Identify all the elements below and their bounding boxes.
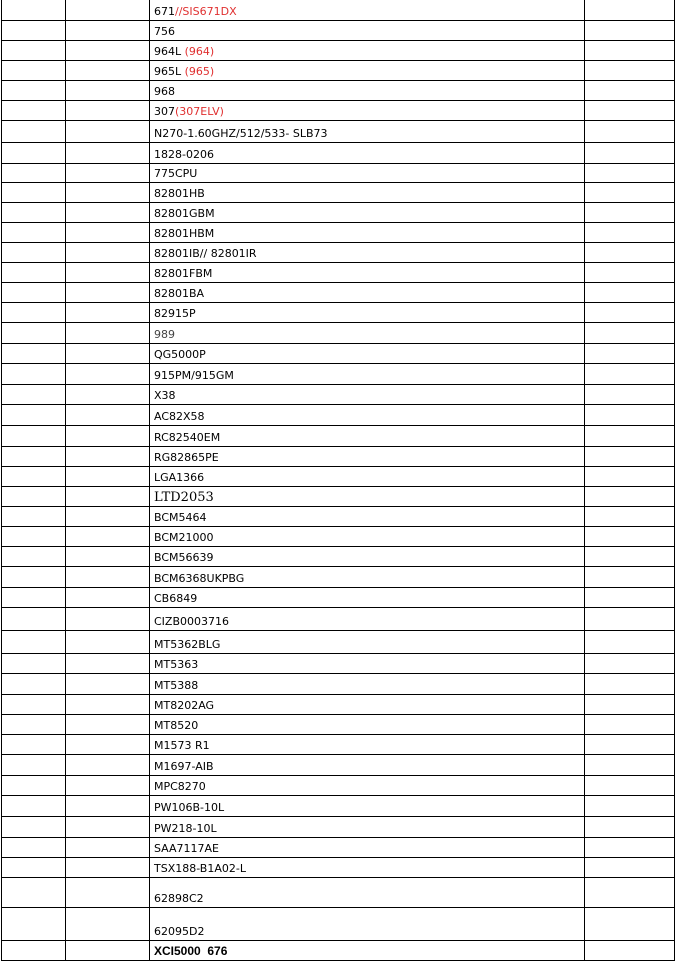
- table-row: [2, 142, 675, 163]
- table-cell-empty: [585, 587, 675, 607]
- table-cell-empty: [2, 653, 66, 673]
- table-cell-empty: [585, 384, 675, 404]
- table-row: [2, 222, 675, 242]
- table-cell-empty: [2, 142, 66, 163]
- table-cell-empty: [2, 0, 66, 20]
- table-cell-empty: [66, 40, 150, 60]
- table-cell-empty: [585, 506, 675, 526]
- table-cell-empty: [2, 907, 66, 940]
- part-number-cell: [150, 446, 585, 466]
- part-number-cell: [150, 877, 585, 907]
- table-cell-empty: [66, 80, 150, 100]
- table-cell-empty: [2, 363, 66, 384]
- table-row: [2, 566, 675, 587]
- table-row: [2, 754, 675, 775]
- part-number-cell: [150, 546, 585, 566]
- table-cell-empty: [2, 242, 66, 262]
- part-number: RG82865PE: [154, 450, 219, 464]
- table-cell-empty: [66, 526, 150, 546]
- table-cell-empty: [2, 222, 66, 242]
- table-row: [2, 242, 675, 262]
- table-cell-empty: [66, 322, 150, 343]
- table-cell-empty: [585, 907, 675, 940]
- table-cell-empty: [585, 940, 675, 960]
- part-number-cell: [150, 673, 585, 694]
- part-number-cell: [150, 363, 585, 384]
- table-cell-empty: [585, 446, 675, 466]
- table-row: [2, 816, 675, 837]
- part-number-cell: [150, 816, 585, 837]
- table-row: [2, 163, 675, 182]
- table-cell-empty: [585, 425, 675, 446]
- table-cell-empty: [66, 282, 150, 302]
- part-number: MT5362BLG: [154, 637, 221, 651]
- table-cell-empty: [66, 857, 150, 877]
- table-cell-empty: [66, 142, 150, 163]
- part-number-cell: [150, 466, 585, 486]
- table-cell-empty: [2, 546, 66, 566]
- table-cell-empty: [66, 404, 150, 425]
- part-number: 82801HB: [154, 186, 205, 200]
- table-row: [2, 384, 675, 404]
- part-alias: (964): [181, 44, 215, 58]
- table-cell-empty: [66, 60, 150, 80]
- part-number: M1573 R1: [154, 738, 210, 752]
- table-cell-empty: [66, 446, 150, 466]
- part-number-cell: [150, 222, 585, 242]
- part-number: 82801BA: [154, 286, 205, 300]
- table-row: [2, 653, 675, 673]
- table-row: [2, 202, 675, 222]
- table-cell-empty: [66, 907, 150, 940]
- part-number-cell: [150, 60, 585, 80]
- table-row: [2, 630, 675, 653]
- part-number: AC82X58: [154, 409, 205, 423]
- table-cell-empty: [2, 506, 66, 526]
- part-number: BCM56639: [154, 550, 214, 564]
- table-cell-empty: [2, 630, 66, 653]
- table-row: [2, 486, 675, 506]
- table-cell-empty: [585, 40, 675, 60]
- table-cell-empty: [66, 566, 150, 587]
- table-cell-empty: [66, 466, 150, 486]
- table-cell-empty: [2, 816, 66, 837]
- table-cell-empty: [2, 120, 66, 142]
- part-number-cell: [150, 322, 585, 343]
- table-cell-empty: [2, 466, 66, 486]
- part-number: 82801GBM: [154, 206, 215, 220]
- table-cell-empty: [585, 775, 675, 795]
- part-alias: (307ELV): [175, 104, 224, 118]
- part-number-cell: [150, 100, 585, 120]
- table-cell-empty: [2, 526, 66, 546]
- table-cell-empty: [66, 384, 150, 404]
- table-cell-empty: [2, 673, 66, 694]
- table-cell-empty: [585, 714, 675, 734]
- part-number-cell: [150, 302, 585, 322]
- table-cell-empty: [585, 734, 675, 754]
- part-number: MPC8270: [154, 779, 206, 793]
- part-number: SAA7117AE: [154, 841, 220, 855]
- table-cell-empty: [66, 795, 150, 816]
- part-number: BCM5464: [154, 510, 207, 524]
- part-number-cell: [150, 242, 585, 262]
- table-cell-empty: [585, 857, 675, 877]
- part-number-cell: [150, 0, 585, 20]
- table-cell-empty: [2, 486, 66, 506]
- part-number: MT5363: [154, 657, 199, 671]
- table-row: [2, 343, 675, 363]
- part-number: 307: [154, 104, 175, 118]
- part-alias: //SIS671DX: [175, 4, 237, 18]
- table-cell-empty: [66, 506, 150, 526]
- part-number: MT8520: [154, 718, 199, 732]
- part-number-cell: [150, 80, 585, 100]
- table-row: [2, 182, 675, 202]
- part-number-cell: [150, 526, 585, 546]
- part-number: CIZB0003716: [154, 614, 229, 628]
- table-cell-empty: [2, 182, 66, 202]
- table-cell-empty: [66, 816, 150, 837]
- table-cell-empty: [66, 714, 150, 734]
- table-cell-empty: [66, 734, 150, 754]
- part-number-cell: [150, 714, 585, 734]
- table-row: [2, 506, 675, 526]
- part-number: RC82540EM: [154, 430, 221, 444]
- table-cell-empty: [585, 526, 675, 546]
- table-cell-empty: [585, 60, 675, 80]
- table-row: [2, 322, 675, 343]
- table-cell-empty: [585, 302, 675, 322]
- table-cell-empty: [2, 940, 66, 960]
- table-cell-empty: [585, 795, 675, 816]
- part-number-cell: [150, 202, 585, 222]
- part-number-cell: [150, 486, 585, 506]
- part-number-cell: [150, 630, 585, 653]
- part-number: TSX188-B1A02-L: [154, 861, 246, 875]
- part-number: LTD2053: [154, 489, 214, 505]
- table-cell-empty: [66, 607, 150, 630]
- table-row: [2, 404, 675, 425]
- part-number: M1697-AIB: [154, 759, 214, 773]
- part-number-cell: [150, 694, 585, 714]
- table-row: [2, 714, 675, 734]
- table-cell-empty: [2, 80, 66, 100]
- table-cell-empty: [2, 775, 66, 795]
- part-number-cell: [150, 343, 585, 363]
- table-cell-empty: [66, 222, 150, 242]
- part-number-cell: [150, 857, 585, 877]
- table-cell-empty: [2, 60, 66, 80]
- part-number: XCI5000 676: [154, 943, 228, 958]
- part-number: 989: [154, 327, 175, 341]
- table-cell-empty: [585, 142, 675, 163]
- table-row: [2, 546, 675, 566]
- table-cell-empty: [585, 343, 675, 363]
- table-cell-empty: [585, 100, 675, 120]
- table-cell-empty: [66, 940, 150, 960]
- table-cell-empty: [66, 837, 150, 857]
- part-number: MT5388: [154, 678, 199, 692]
- table-cell-empty: [2, 714, 66, 734]
- table-cell-empty: [66, 754, 150, 775]
- part-number-cell: [150, 940, 585, 960]
- table-cell-empty: [2, 446, 66, 466]
- table-cell-empty: [66, 20, 150, 40]
- parts-table-body: [2, 0, 675, 960]
- part-alias: (965): [181, 64, 215, 78]
- part-number: 1828-0206: [154, 147, 214, 161]
- part-number: 968: [154, 84, 175, 98]
- part-number-cell: [150, 40, 585, 60]
- table-cell-empty: [66, 694, 150, 714]
- table-cell-empty: [2, 404, 66, 425]
- table-cell-empty: [585, 20, 675, 40]
- table-cell-empty: [2, 202, 66, 222]
- part-number-cell: [150, 775, 585, 795]
- part-number: 775CPU: [154, 166, 198, 180]
- part-number-cell: [150, 907, 585, 940]
- table-row: [2, 60, 675, 80]
- table-row: [2, 40, 675, 60]
- table-cell-empty: [2, 322, 66, 343]
- part-number: LGA1366: [154, 470, 205, 484]
- part-number: BCM6368UKPBG: [154, 571, 245, 585]
- part-number: 965L: [154, 64, 182, 78]
- part-number: QG5000P: [154, 347, 206, 361]
- table-row: [2, 857, 675, 877]
- table-row: [2, 775, 675, 795]
- table-cell-empty: [585, 607, 675, 630]
- part-number-cell: [150, 142, 585, 163]
- part-number-cell: [150, 653, 585, 673]
- table-cell-empty: [66, 100, 150, 120]
- table-cell-empty: [66, 630, 150, 653]
- table-cell-empty: [585, 816, 675, 837]
- part-number: CB6849: [154, 591, 198, 605]
- table-cell-empty: [585, 877, 675, 907]
- table-cell-empty: [585, 182, 675, 202]
- table-cell-empty: [2, 566, 66, 587]
- part-number: 964L: [154, 44, 182, 58]
- table-cell-empty: [66, 587, 150, 607]
- table-cell-empty: [585, 653, 675, 673]
- table-cell-empty: [66, 242, 150, 262]
- table-cell-empty: [66, 262, 150, 282]
- table-row: [2, 877, 675, 907]
- table-row: [2, 100, 675, 120]
- part-number-cell: [150, 837, 585, 857]
- table-cell-empty: [66, 877, 150, 907]
- table-cell-empty: [585, 566, 675, 587]
- table-cell-empty: [66, 653, 150, 673]
- part-number: X38: [154, 388, 176, 402]
- table-cell-empty: [585, 630, 675, 653]
- table-row: [2, 694, 675, 714]
- table-cell-empty: [585, 466, 675, 486]
- table-cell-empty: [66, 673, 150, 694]
- table-cell-empty: [585, 673, 675, 694]
- table-cell-empty: [585, 0, 675, 20]
- table-cell-empty: [2, 343, 66, 363]
- table-cell-empty: [2, 694, 66, 714]
- table-row: [2, 80, 675, 100]
- table-cell-empty: [66, 363, 150, 384]
- part-number-cell: [150, 566, 585, 587]
- table-cell-empty: [585, 322, 675, 343]
- part-number-cell: [150, 20, 585, 40]
- part-number: BCM21000: [154, 530, 214, 544]
- table-cell-empty: [2, 734, 66, 754]
- table-cell-empty: [66, 546, 150, 566]
- table-cell-empty: [2, 877, 66, 907]
- part-number: N270-1.60GHZ/512/533- SLB73: [154, 126, 328, 140]
- table-cell-empty: [66, 302, 150, 322]
- table-cell-empty: [66, 486, 150, 506]
- table-cell-empty: [585, 222, 675, 242]
- table-cell-empty: [2, 40, 66, 60]
- table-cell-empty: [2, 163, 66, 182]
- part-number: 82801IB// 82801IR: [154, 246, 257, 260]
- table-cell-empty: [2, 384, 66, 404]
- table-row: [2, 262, 675, 282]
- table-cell-empty: [585, 120, 675, 142]
- part-number-cell: [150, 795, 585, 816]
- table-row: [2, 363, 675, 384]
- part-number-cell: [150, 404, 585, 425]
- table-row: [2, 673, 675, 694]
- table-cell-empty: [585, 404, 675, 425]
- table-row: [2, 526, 675, 546]
- table-cell-empty: [585, 486, 675, 506]
- table-cell-empty: [585, 202, 675, 222]
- table-cell-empty: [2, 282, 66, 302]
- part-number: 915PM/915GM: [154, 368, 234, 382]
- part-number: 671: [154, 4, 175, 18]
- table-cell-empty: [585, 282, 675, 302]
- table-row: [2, 940, 675, 960]
- table-row: [2, 446, 675, 466]
- table-cell-empty: [2, 302, 66, 322]
- table-cell-empty: [2, 20, 66, 40]
- table-cell-empty: [585, 80, 675, 100]
- table-row: [2, 0, 675, 20]
- table-cell-empty: [585, 363, 675, 384]
- table-cell-empty: [585, 262, 675, 282]
- table-cell-empty: [66, 202, 150, 222]
- table-cell-empty: [2, 100, 66, 120]
- table-cell-empty: [585, 754, 675, 775]
- table-cell-empty: [2, 857, 66, 877]
- table-cell-empty: [585, 694, 675, 714]
- part-number-cell: [150, 754, 585, 775]
- table-row: [2, 120, 675, 142]
- part-number-cell: [150, 182, 585, 202]
- table-row: [2, 425, 675, 446]
- part-number: MT8202AG: [154, 698, 215, 712]
- part-number: 756: [154, 24, 175, 38]
- part-number-cell: [150, 587, 585, 607]
- table-cell-empty: [2, 587, 66, 607]
- table-cell-empty: [2, 837, 66, 857]
- table-cell-empty: [585, 242, 675, 262]
- table-row: [2, 466, 675, 486]
- part-number-cell: [150, 506, 585, 526]
- table-cell-empty: [66, 775, 150, 795]
- table-row: [2, 795, 675, 816]
- part-number-cell: [150, 607, 585, 630]
- table-cell-empty: [2, 795, 66, 816]
- part-number-cell: [150, 120, 585, 142]
- table-cell-empty: [66, 425, 150, 446]
- table-row: [2, 587, 675, 607]
- table-row: [2, 282, 675, 302]
- table-row: [2, 907, 675, 940]
- table-row: [2, 837, 675, 857]
- table-row: [2, 734, 675, 754]
- part-number-cell: [150, 425, 585, 446]
- table-cell-empty: [585, 837, 675, 857]
- table-cell-empty: [2, 262, 66, 282]
- part-number: 82801HBM: [154, 226, 215, 240]
- table-cell-empty: [66, 343, 150, 363]
- table-cell-empty: [585, 163, 675, 182]
- part-number: 62898C2: [154, 891, 204, 905]
- table-row: [2, 607, 675, 630]
- table-cell-empty: [66, 182, 150, 202]
- part-number: PW106B-10L: [154, 800, 225, 814]
- table-cell-empty: [2, 425, 66, 446]
- part-number: 82915P: [154, 306, 196, 320]
- table-cell-empty: [2, 607, 66, 630]
- part-number-cell: [150, 262, 585, 282]
- table-row: [2, 20, 675, 40]
- table-cell-empty: [585, 546, 675, 566]
- part-number: 82801FBM: [154, 266, 213, 280]
- part-number-cell: [150, 282, 585, 302]
- parts-table: [1, 0, 675, 961]
- table-row: [2, 302, 675, 322]
- part-number-cell: [150, 163, 585, 182]
- part-number: 62095D2: [154, 924, 205, 938]
- part-number-cell: [150, 384, 585, 404]
- table-cell-empty: [66, 0, 150, 20]
- part-number-cell: [150, 734, 585, 754]
- table-cell-empty: [66, 120, 150, 142]
- part-number: PW218-10L: [154, 821, 217, 835]
- table-cell-empty: [2, 754, 66, 775]
- table-cell-empty: [66, 163, 150, 182]
